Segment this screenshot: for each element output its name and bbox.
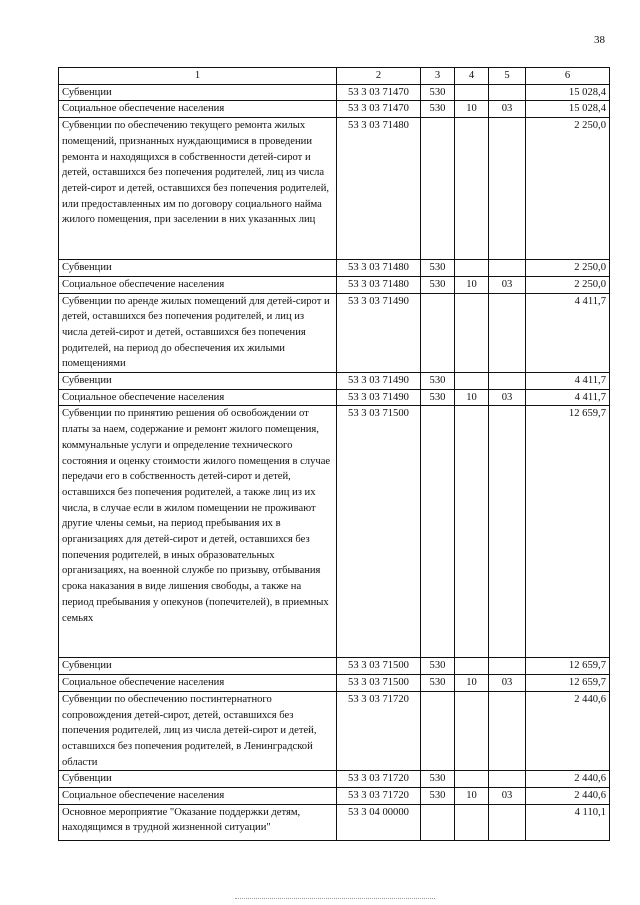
row-name-cell: Социальное обеспечение населения	[59, 675, 337, 692]
row-col3-cell: 530	[421, 788, 455, 805]
table-row	[59, 373, 610, 390]
row-col4-cell	[455, 260, 489, 277]
table-row	[59, 118, 610, 260]
row-col4-cell	[455, 691, 489, 771]
row-col4-cell	[455, 406, 489, 658]
row-name-cell: Субвенции	[59, 771, 337, 788]
table-row	[59, 771, 610, 788]
row-name-cell: Субвенции по обеспечению текущего ремонта жилых помещений, признанных нуждающимися в проведении ремонта и находящихся в собственности детей-сирот и детей, оставшихся без попечения родителей, лиц из числа детей-сирот и детей, оставшихся без попечения родителей, или предоставленных им по договору социального найма жилого помещения, при заселении в них указанных лиц	[59, 118, 337, 260]
row-amount-cell: 4 411,7	[526, 373, 610, 390]
table-row	[59, 788, 610, 805]
row-name-cell: Субвенции по принятию решения об освобождении от платы за наем, содержание и ремонт жилого помещения, коммунальные услуги и определение технического состояния и оценку стоимости жилого помещения в случае передачи его в собственность детей-сирот и детей, оставшихся без попечения родителей, а также лиц из их числа, в случае если в жилом помещении не проживают другие члены семьи, на период пребывания их в организациях для детей-сирот и детей, оставшихся без попечения родителей, в иных образовательных организациях, на военной службе по призыву, отбывания срока наказания в виде лишения свободы, а также на период пребывания у опекунов (попечителей), в приемных семьях	[59, 406, 337, 658]
row-col5-cell: 03	[489, 276, 526, 293]
row-col4-cell: 10	[455, 389, 489, 406]
row-amount-cell: 15 028,4	[526, 101, 610, 118]
column-header: 6	[526, 68, 610, 85]
row-name-cell: Субвенции по аренде жилых помещений для детей-сирот и детей, оставшихся без попечения родителей, и лиц из числа детей-сирот и детей, оставшихся без попечения родителей, на период до обеспечения их жилыми помещениями	[59, 293, 337, 373]
row-code-cell: 53 3 03 71490	[337, 293, 421, 373]
row-col5-cell	[489, 804, 526, 840]
row-col4-cell: 10	[455, 276, 489, 293]
row-col5-cell: 03	[489, 389, 526, 406]
table-row	[59, 101, 610, 118]
row-amount-cell: 15 028,4	[526, 84, 610, 101]
row-code-cell: 53 3 03 71470	[337, 101, 421, 118]
row-col5-cell	[489, 260, 526, 277]
row-col5-cell	[489, 293, 526, 373]
row-code-cell: 53 3 03 71500	[337, 658, 421, 675]
row-amount-cell: 12 659,7	[526, 675, 610, 692]
row-code-cell: 53 3 03 71480	[337, 260, 421, 277]
row-name-cell: Социальное обеспечение населения	[59, 101, 337, 118]
row-col5-cell: 03	[489, 788, 526, 805]
row-code-cell: 53 3 04 00000	[337, 804, 421, 840]
row-col3-cell: 530	[421, 771, 455, 788]
row-col3-cell: 530	[421, 373, 455, 390]
row-col5-cell	[489, 84, 526, 101]
page-bottom-mark	[235, 898, 435, 899]
row-col4-cell	[455, 293, 489, 373]
table-row	[59, 260, 610, 277]
budget-table	[58, 67, 610, 841]
row-col3-cell: 530	[421, 389, 455, 406]
column-header: 5	[489, 68, 526, 85]
row-col5-cell: 03	[489, 675, 526, 692]
row-amount-cell: 2 440,6	[526, 771, 610, 788]
row-col4-cell	[455, 658, 489, 675]
row-col4-cell	[455, 771, 489, 788]
row-amount-cell: 12 659,7	[526, 658, 610, 675]
row-code-cell: 53 3 03 71500	[337, 675, 421, 692]
row-col3-cell: 530	[421, 276, 455, 293]
row-name-cell: Основное мероприятие "Оказание поддержки детям, находящимся в трудной жизненной ситуации"	[59, 804, 337, 840]
row-name-cell: Субвенции	[59, 658, 337, 675]
row-name-cell: Субвенции по обеспечению постинтернатного сопровождения детей-сирот, детей, оставшихся без попечения родителей, лиц из числа детей-сирот и детей, оставшихся без попечения родителей, в Ленинградской области	[59, 691, 337, 771]
table-row	[59, 389, 610, 406]
column-header: 2	[337, 68, 421, 85]
row-col4-cell	[455, 804, 489, 840]
row-col5-cell	[489, 771, 526, 788]
row-col4-cell: 10	[455, 101, 489, 118]
row-col5-cell	[489, 118, 526, 260]
row-amount-cell: 2 250,0	[526, 260, 610, 277]
row-col4-cell: 10	[455, 675, 489, 692]
row-name-cell: Социальное обеспечение населения	[59, 276, 337, 293]
row-name-cell: Социальное обеспечение населения	[59, 788, 337, 805]
row-col4-cell	[455, 118, 489, 260]
row-col4-cell	[455, 84, 489, 101]
table-row	[59, 84, 610, 101]
column-header: 4	[455, 68, 489, 85]
row-col5-cell	[489, 406, 526, 658]
row-code-cell: 53 3 03 71490	[337, 373, 421, 390]
row-amount-cell: 2 440,6	[526, 788, 610, 805]
row-code-cell: 53 3 03 71720	[337, 771, 421, 788]
row-col3-cell: 530	[421, 101, 455, 118]
row-amount-cell: 2 440,6	[526, 691, 610, 771]
table-row	[59, 804, 610, 840]
column-header: 1	[59, 68, 337, 85]
table-row	[59, 406, 610, 658]
row-col3-cell	[421, 406, 455, 658]
row-col5-cell	[489, 658, 526, 675]
page-number: 38	[594, 34, 605, 46]
row-code-cell: 53 3 03 71490	[337, 389, 421, 406]
row-amount-cell: 4 110,1	[526, 804, 610, 840]
row-col4-cell	[455, 373, 489, 390]
row-col5-cell	[489, 373, 526, 390]
row-name-cell: Субвенции	[59, 84, 337, 101]
row-col3-cell	[421, 293, 455, 373]
row-name-cell: Субвенции	[59, 373, 337, 390]
row-amount-cell: 4 411,7	[526, 293, 610, 373]
row-code-cell: 53 3 03 71720	[337, 691, 421, 771]
row-amount-cell: 2 250,0	[526, 118, 610, 260]
row-code-cell: 53 3 03 71470	[337, 84, 421, 101]
table-row	[59, 675, 610, 692]
row-col3-cell: 530	[421, 84, 455, 101]
row-name-cell: Социальное обеспечение населения	[59, 389, 337, 406]
row-col3-cell: 530	[421, 260, 455, 277]
row-col5-cell: 03	[489, 101, 526, 118]
table-row	[59, 293, 610, 373]
row-amount-cell: 12 659,7	[526, 406, 610, 658]
row-name-cell: Субвенции	[59, 260, 337, 277]
row-code-cell: 53 3 03 71720	[337, 788, 421, 805]
column-header: 3	[421, 68, 455, 85]
row-col3-cell	[421, 804, 455, 840]
row-col3-cell	[421, 691, 455, 771]
table-header-row	[59, 68, 610, 85]
row-code-cell: 53 3 03 71480	[337, 118, 421, 260]
table-row	[59, 691, 610, 771]
row-col4-cell: 10	[455, 788, 489, 805]
row-code-cell: 53 3 03 71500	[337, 406, 421, 658]
row-col3-cell	[421, 118, 455, 260]
row-col3-cell: 530	[421, 658, 455, 675]
row-col5-cell	[489, 691, 526, 771]
row-code-cell: 53 3 03 71480	[337, 276, 421, 293]
budget-table-wrapper	[58, 67, 609, 841]
row-col3-cell: 530	[421, 675, 455, 692]
row-amount-cell: 2 250,0	[526, 276, 610, 293]
table-row	[59, 658, 610, 675]
row-amount-cell: 4 411,7	[526, 389, 610, 406]
table-row	[59, 276, 610, 293]
